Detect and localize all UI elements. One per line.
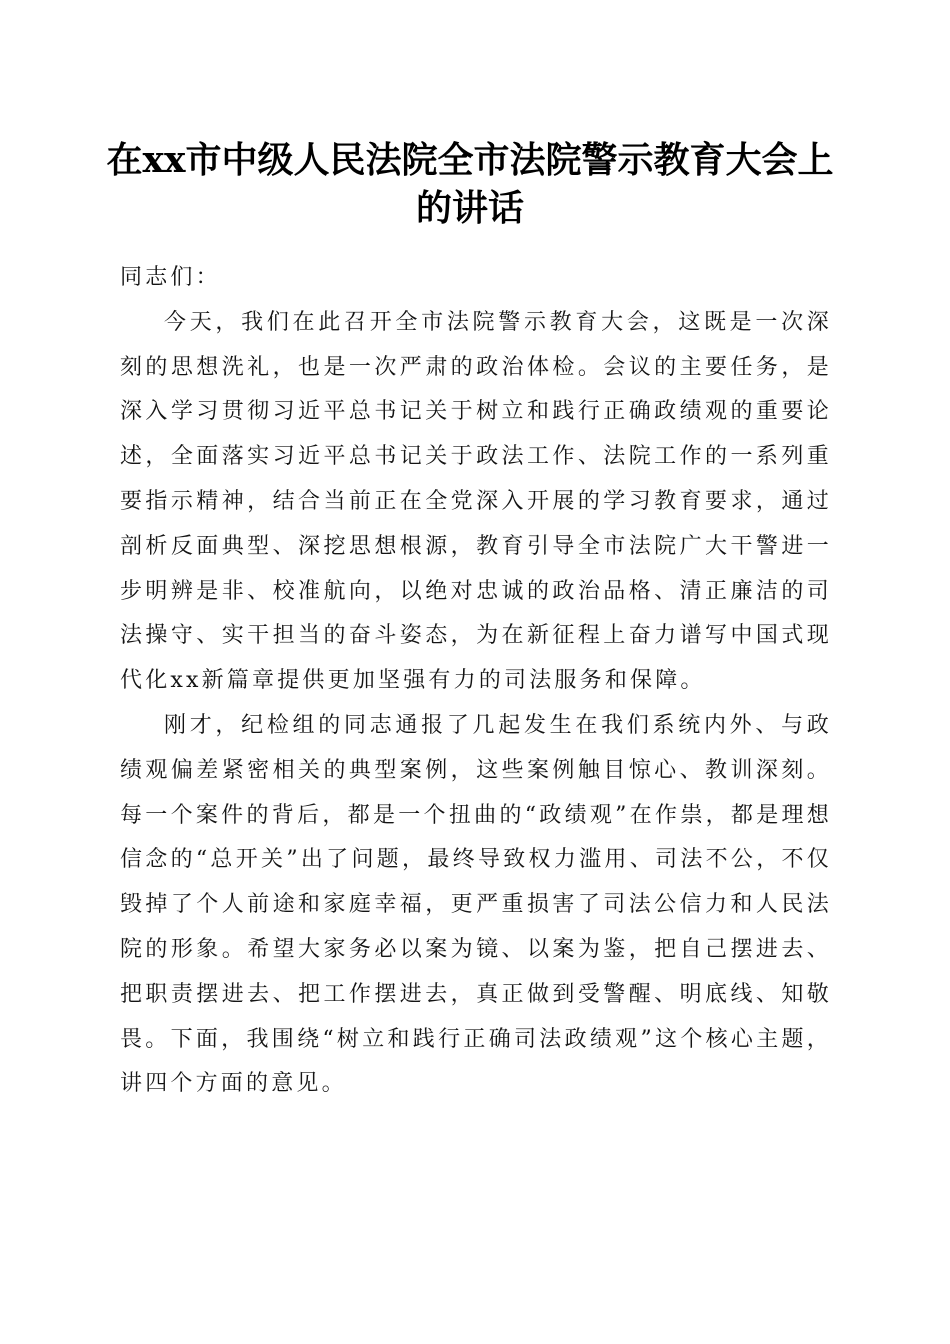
salutation: 同志们： bbox=[120, 265, 221, 290]
paragraph-case-report: 刚才，纪检组的同志通报了几起发生在我们系统内外、与政绩观偏差紧密相关的典型案例，这些案例触目惊心、教训深刻。每一个案件的背后，都是一个扭曲的“政绩观”在作祟，都是理想信念的“总开关”出了问题，最终导致权力滥用、司法不公，不仅毁掉了个人前途和家庭幸福，更严重损害了司法公信力和人民法院的形象。希望大家务必以案为镜、以案为鉴，把自己摆进去、把职责摆进去、把工作摆进去，真正做到受警醒、明底线、知敬畏。下面，我围绕“树立和践行正确司法政绩观”这个核心主题，讲四个方面的意见。 bbox=[120, 712, 832, 1097]
paragraph-opening: 今天，我们在此召开全市法院警示教育大会，这既是一次深刻的思想洗礼，也是一次严肃的政治体检。会议的主要任务，是深入学习贯彻习近平总书记关于树立和践行正确政绩观的重要论述，全面落实习近平总书记关于政法工作、法院工作的一系列重要指示精神，结合当前正在全党深入开展的学习教育要求，通过剖析反面典型、深挖思想根源，教育引导全市法院广大干警进一步明辨是非、校准航向，以绝对忠诚的政治品格、清正廉洁的司法操守、实干担当的奋斗姿态，为在新征程上奋力谱写中国式现代化xx新篇章提供更加坚强有力的司法服务和保障。 bbox=[120, 309, 832, 694]
document-body bbox=[120, 256, 832, 1107]
document-title: 在xx市中级人民法院全市法院警示教育大会上的讲话 bbox=[106, 139, 834, 229]
